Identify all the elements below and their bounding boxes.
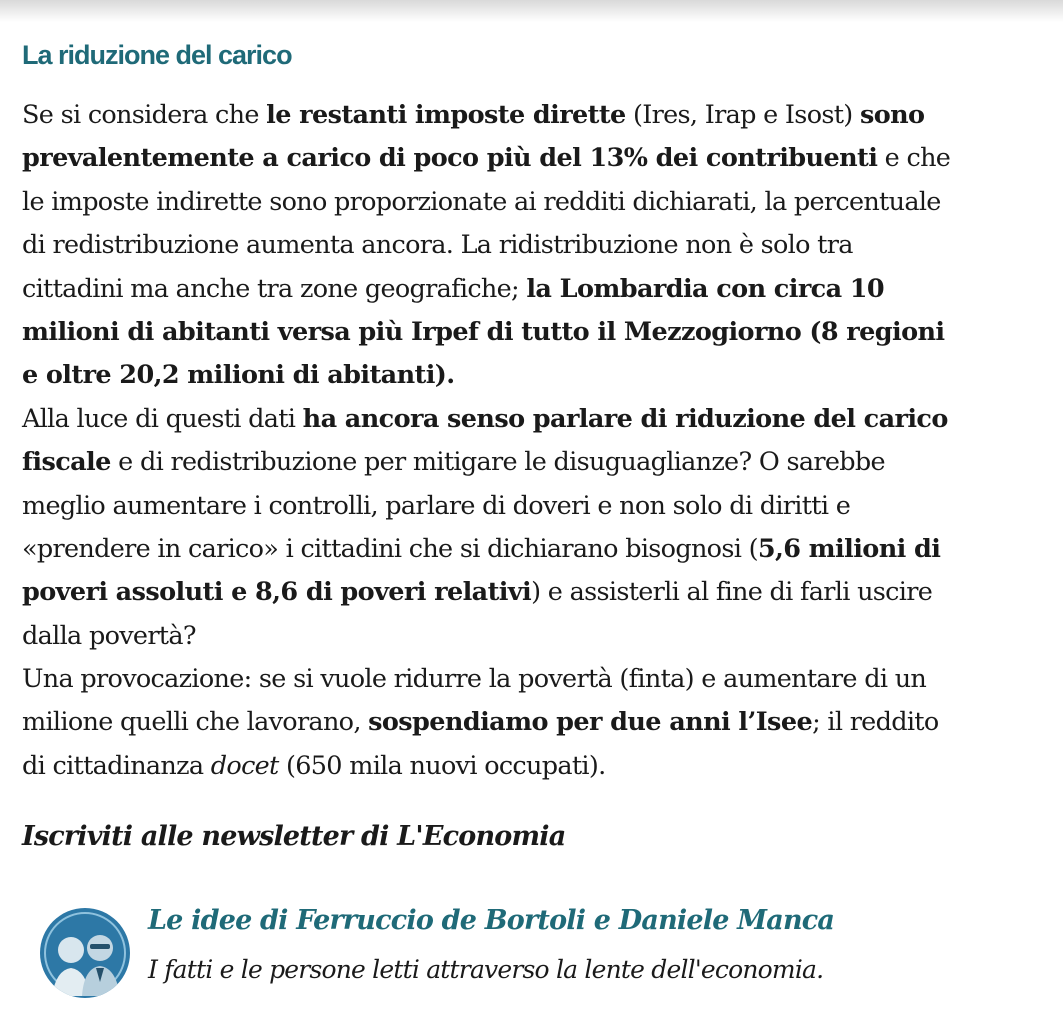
- italic-text: docet: [210, 750, 279, 781]
- bold-text: ha ancora senso parlare di riduzione del carico: [302, 403, 948, 434]
- article-line: [22, 398, 1062, 441]
- body-text: (650 mila nuovi occupati).: [278, 750, 606, 781]
- body-text: le imposte indirette sono proporzionate ai redditi dichiarati, la percentuale: [22, 186, 941, 217]
- bold-text: 5,6 milioni di: [757, 533, 941, 564]
- bold-text: la Lombardia con circa 10: [526, 273, 885, 304]
- article-line: [22, 745, 1062, 788]
- article-line: [22, 224, 1062, 267]
- body-text: «prendere in carico» i cittadini che si dichiarano bisognosi (: [22, 533, 758, 564]
- article-line: [22, 658, 1062, 701]
- bold-text: fiscale: [22, 447, 111, 478]
- body-text: e che: [877, 143, 951, 174]
- newsletter-heading: Iscriviti alle newsletter di L'Economia: [22, 821, 566, 852]
- newsletter-title-link[interactable]: Le idee di Ferruccio de Bortoli e Daniele Manca: [148, 905, 835, 936]
- article-line: [22, 571, 1062, 614]
- bold-text: sono: [859, 100, 925, 130]
- body-text: meglio aumentare i controlli, parlare di doveri e non solo di diritti e: [22, 490, 851, 521]
- article-line: [22, 485, 1062, 528]
- newsletter-description: I fatti e le persone letti attraverso la lente dell'economia.: [148, 955, 824, 984]
- body-text: e di redistribuzione per mitigare le disuguaglianze? O sarebbe: [110, 447, 885, 478]
- body-text: dalla povertà?: [22, 620, 196, 651]
- article-body: [22, 36, 1062, 788]
- article-line: [22, 137, 1062, 180]
- article-line: [22, 268, 1062, 311]
- body-text: di redistribuzione aumenta ancora. La ridistribuzione non è solo tra: [22, 230, 853, 261]
- bold-text: sospendiamo per due anni l’Isee: [368, 707, 813, 738]
- article-line: [22, 94, 1062, 137]
- body-text: Se si considera che: [22, 100, 267, 130]
- bold-text: prevalentemente a carico di poco più del 13% dei contribuenti: [22, 143, 878, 174]
- body-text: ; il reddito: [812, 707, 939, 738]
- article-line: [22, 441, 1062, 484]
- newsletter-avatar[interactable]: [40, 908, 130, 998]
- article-paragraphs: [22, 94, 1062, 788]
- bold-text: poveri assoluti e 8,6 di poveri relativi: [22, 577, 532, 608]
- article-line: [22, 528, 1062, 571]
- article-line: [22, 181, 1062, 224]
- body-text: milione quelli che lavorano,: [22, 707, 369, 738]
- body-text: cittadini ma anche tra zone geografiche;: [22, 273, 527, 304]
- body-text: di cittadinanza: [22, 750, 211, 781]
- bold-text: le restanti imposte dirette: [266, 100, 626, 130]
- avatar-portraits-icon: [40, 908, 130, 998]
- article-line: [22, 701, 1062, 744]
- article-line: [22, 354, 1062, 397]
- body-text: Una provocazione: se si vuole ridurre la povertà (finta) e aumentare di un: [22, 664, 927, 695]
- bold-text: milioni di abitanti versa più Irpef di tutto il Mezzogiorno (8 regioni: [22, 316, 945, 347]
- body-text: Alla luce di questi dati: [22, 403, 303, 434]
- article-line: [22, 615, 1062, 658]
- section-heading: La riduzione del carico: [22, 40, 292, 70]
- bold-text: e oltre 20,2 milioni di abitanti).: [22, 360, 455, 391]
- body-text: ) e assisterli al fine di farli uscire: [531, 577, 933, 608]
- top-edge-shadow: [0, 0, 1063, 22]
- newsletter-card[interactable]: [40, 905, 1050, 1000]
- article-line: [22, 311, 1062, 354]
- body-text: (Ires, Irap e Isost): [625, 100, 860, 130]
